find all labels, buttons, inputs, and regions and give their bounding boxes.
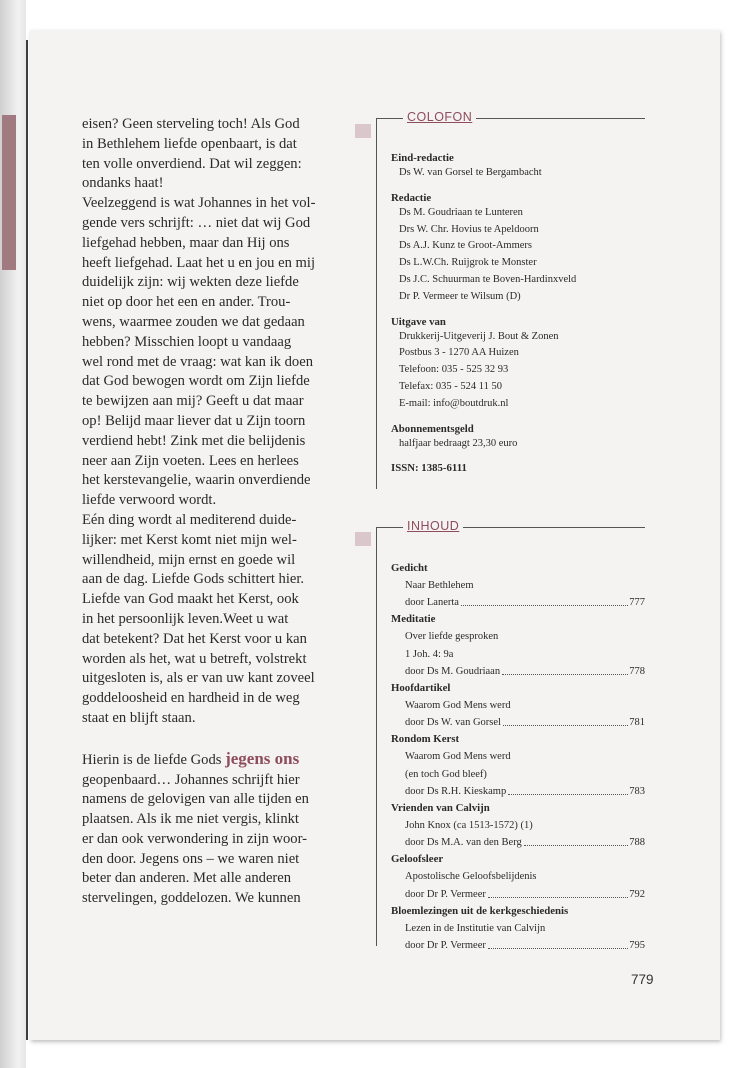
redactie-line: Ds J.C. Schuurman te Boven-Hardinxveld <box>399 273 577 285</box>
article-line: verdiend hebt! Zink met die belijdenis <box>82 432 306 449</box>
article-line: lijker: met Kerst komt niet mijn wel- <box>82 531 297 548</box>
toc-section-heading: Meditatie <box>391 613 436 626</box>
toc-section-heading: Bloemlezingen uit de kerkgeschiedenis <box>391 904 569 917</box>
article-line: Eén ding wordt al mediterend duide- <box>82 511 297 528</box>
toc-author: door Ds R.H. Kieskamp <box>405 785 507 797</box>
page-number: 779 <box>631 972 654 987</box>
toc-section-heading: Rondom Kerst <box>391 733 460 746</box>
toc-author: door Ds M. Goudriaan <box>405 665 501 677</box>
toc-page-number: 788 <box>629 837 645 849</box>
article-column <box>82 115 352 909</box>
article-line: Veelzeggend is wat Johannes in het vol- <box>82 195 316 212</box>
toc-leader <box>503 714 628 726</box>
toc-leader <box>508 783 628 795</box>
abonnement-block <box>391 422 645 453</box>
abonnement-line: halfjaar bedraagt 23,30 euro <box>399 437 518 449</box>
toc-list <box>391 560 645 954</box>
article-line: duidelijk zijn: wij wekten deze liefde <box>82 274 299 291</box>
uitgave-block <box>391 315 645 413</box>
toc-author: door Ds W. van Gorsel <box>405 717 501 729</box>
toc-author: door Dr P. Vermeer <box>405 888 486 900</box>
toc-line: Waarom God Mens werd <box>405 751 511 763</box>
publisher-line: Telefax: 035 - 524 11 50 <box>399 380 502 392</box>
article-line: te bewijzen aan mij? Geeft u dat maar <box>82 393 304 410</box>
article-line: hebben? Misschien loopt u vandaag <box>82 333 292 350</box>
article-line: uitgesloten is, als er van uw kant zoveel <box>82 670 315 687</box>
redactie-line: Ds A.J. Kunz te Groot-Ammers <box>399 240 532 252</box>
toc-entry <box>391 886 645 903</box>
highlighted-phrase: jegens ons <box>225 748 300 768</box>
article-line <box>82 749 352 771</box>
toc-line: John Knox (ca 1513-1572) (1) <box>405 820 533 832</box>
article-line: ten volle onverdiend. Dat wil zeggen: <box>82 155 302 172</box>
colofon-title: COLOFON <box>403 110 476 124</box>
colofon-box <box>376 110 645 489</box>
article-line: beter dan anderen. Met alle anderen <box>82 870 292 887</box>
toc-entry <box>391 834 645 851</box>
publisher-line: Telefoon: 035 - 525 32 93 <box>399 364 509 376</box>
toc-entry <box>391 714 645 731</box>
toc-entry <box>391 937 645 954</box>
publisher-line: Drukkerij-Uitgeverij J. Bout & Zonen <box>399 330 559 342</box>
article-line: staat en blijft staan. <box>82 709 196 726</box>
toc-page-number: 781 <box>629 717 645 729</box>
toc-section-heading: Hoofdartikel <box>391 682 451 695</box>
article-line: willendheid, mijn ernst en goede wil <box>82 551 296 568</box>
redactie-heading: Redactie <box>391 191 432 204</box>
article-line: namens de gelovigen van alle tijden en <box>82 791 309 808</box>
toc-section-heading: Gedicht <box>391 562 428 574</box>
abonnement-heading: Abonnementsgeld <box>391 422 474 435</box>
paragraph-gap <box>82 729 352 749</box>
article-line: liefgehad hebben, maar dan Hij ons <box>82 234 290 251</box>
article-line: op! Belijd maar liever dat u Zijn toorn <box>82 412 306 429</box>
article-line: ondanks haat! <box>82 175 164 192</box>
article-paragraph-1 <box>82 115 352 729</box>
toc-page-number: 777 <box>629 597 645 609</box>
toc-line: Naar Bethlehem <box>405 580 474 591</box>
article-line: heeft liefgehad. Laat het u en jou en mij <box>82 254 316 271</box>
toc-leader <box>461 594 628 606</box>
toc-section-heading: Vrienden van Calvijn <box>391 802 490 815</box>
toc-line: Waarom God Mens werd <box>405 700 511 712</box>
article-line: er dan ook verwondering in zijn woor- <box>82 830 308 847</box>
article-line: wens, waarmee zouden we dat gedaan <box>82 313 305 330</box>
toc-page-number: 795 <box>629 940 645 952</box>
toc-leader <box>488 937 628 949</box>
toc-leader <box>524 834 628 846</box>
redactie-block <box>391 191 645 306</box>
redactie-line: Drs W. Chr. Hovius te Apeldoorn <box>399 223 539 235</box>
toc-line: Apostolische Geloofsbelijdenis <box>405 871 537 883</box>
toc-page-number: 783 <box>629 785 645 797</box>
article-line: neer aan Zijn voeten. Lees en herlees <box>82 452 299 469</box>
article-line: het kerstevangelie, waarin onverdiende <box>82 472 311 489</box>
bookmark-tab <box>2 115 16 270</box>
redactie-line: Dr P. Vermeer te Wilsum (D) <box>399 290 521 302</box>
publisher-line: Postbus 3 - 1270 AA Huizen <box>399 347 519 359</box>
inhoud-box <box>376 519 645 952</box>
article-line: worden als het, wat u betreft, volstrekt <box>82 650 307 667</box>
issn-text: ISSN: 1385-6111 <box>391 462 467 475</box>
article-line: gende vers schrijft: … niet dat wij God <box>82 214 311 231</box>
toc-leader <box>502 663 628 675</box>
toc-author: door Lanerta <box>405 597 459 609</box>
inhoud-title: INHOUD <box>403 519 463 533</box>
binding-edge <box>26 40 28 1040</box>
article-line: geopenbaard… Johannes schrijft hier <box>82 771 300 788</box>
toc-entry <box>391 663 645 680</box>
eindredactie-block <box>391 151 645 182</box>
article-line: goddeloosheid en hardheid in de weg <box>82 690 300 707</box>
article-line: eisen? Geen sterveling toch! Als God <box>82 116 300 132</box>
eindredactie-line: Ds W. van Gorsel te Bergambacht <box>399 167 542 178</box>
toc-line: (en toch God bleef) <box>405 768 487 780</box>
uitgave-heading: Uitgave van <box>391 315 446 328</box>
article-line: niet op door het een en ander. Trou- <box>82 294 291 311</box>
article-line: Liefde van God maakt het Kerst, ook <box>82 591 299 608</box>
publisher-line: E-mail: info@boutdruk.nl <box>399 397 509 409</box>
article-text: Hierin is de liefde Gods <box>82 751 226 768</box>
article-line: in het persoonlijk leven.Weet u wat <box>82 610 289 627</box>
article-line: stervelingen, goddelozen. We kunnen <box>82 890 301 907</box>
toc-entry <box>391 783 645 800</box>
toc-line: Lezen in de Institutie van Calvijn <box>405 922 546 934</box>
article-line: plaatsen. Als ik me niet vergis, klinkt <box>82 811 299 828</box>
article-line: wel rond met de vraag: wat kan ik doen <box>82 353 313 370</box>
toc-page-number: 792 <box>629 888 645 900</box>
toc-section-heading: Geloofsleer <box>391 853 444 866</box>
article-line: den door. Jegens ons – we waren niet <box>82 850 300 867</box>
redactie-line: Ds L.W.Ch. Ruijgrok te Monster <box>399 257 537 269</box>
article-line: aan de dag. Liefde Gods schittert hier. <box>82 571 305 588</box>
colofon-marker <box>355 124 371 138</box>
article-line: dat betekent? Dat het Kerst voor u kan <box>82 630 307 647</box>
article-line: in Bethlehem liefde openbaart, is dat <box>82 135 297 152</box>
toc-line: 1 Joh. 4: 9a <box>405 648 454 660</box>
inhoud-marker <box>355 532 371 546</box>
toc-page-number: 778 <box>629 665 645 677</box>
toc-leader <box>488 886 628 898</box>
issn-block <box>391 461 645 475</box>
article-line: dat God bewogen wordt om Zijn liefde <box>82 373 310 390</box>
article-line: liefde verwoord wordt. <box>82 492 217 509</box>
toc-entry <box>391 594 645 611</box>
toc-author: door Dr P. Vermeer <box>405 940 486 952</box>
toc-author: door Ds M.A. van den Berg <box>405 837 522 849</box>
toc-line: Over liefde gesproken <box>405 631 499 643</box>
eindredactie-heading: Eind-redactie <box>391 152 454 164</box>
redactie-line: Ds M. Goudriaan te Lunteren <box>399 206 523 218</box>
article-paragraph-2 <box>82 749 352 909</box>
